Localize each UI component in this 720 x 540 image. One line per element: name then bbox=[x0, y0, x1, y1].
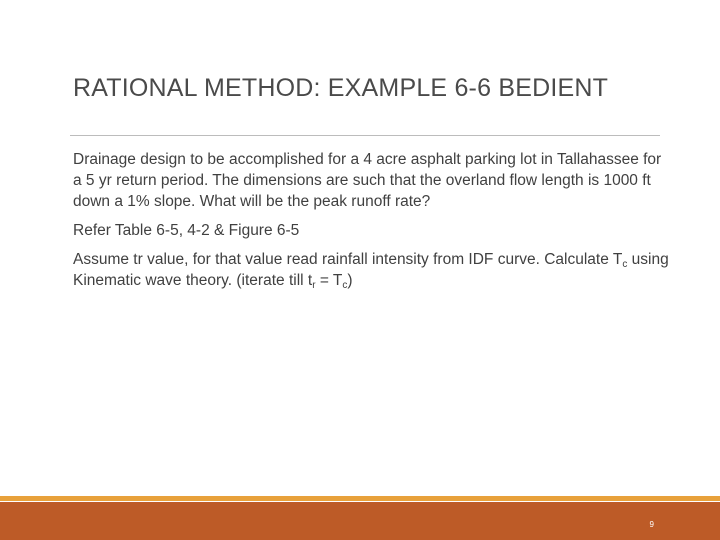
footer-accent-line bbox=[0, 496, 720, 501]
subscript-c-1: c bbox=[622, 259, 628, 270]
footer-band bbox=[0, 502, 720, 540]
instruction-text-4: ) bbox=[347, 272, 353, 289]
problem-statement: Drainage design to be accomplished for a 4 acre asphalt parking lot in Tallahassee for a 5 yr return period. The dimensions are such that the overland flow length is 1000 ft down a 1% slope. What will be the peak runoff rate? bbox=[73, 151, 662, 210]
instruction-text-3: = T bbox=[315, 272, 343, 289]
title-divider bbox=[70, 135, 660, 136]
reference-note: Refer Table 6-5, 4-2 & Figure 6-5 bbox=[73, 222, 300, 239]
instruction-text-1: Assume tr value, for that value read rainfall intensity from IDF curve. Calculate T bbox=[73, 251, 623, 268]
instruction-text-2: using Kinematic wave theory. (iterate till t bbox=[73, 251, 669, 289]
subscript-c-2: c bbox=[342, 280, 348, 291]
slide-body bbox=[73, 149, 673, 299]
method-instructions bbox=[73, 249, 673, 291]
page-number: 9 bbox=[649, 520, 654, 529]
subscript-r: r bbox=[312, 280, 316, 291]
slide-title: RATIONAL METHOD: EXAMPLE 6-6 BEDIENT bbox=[73, 74, 609, 102]
